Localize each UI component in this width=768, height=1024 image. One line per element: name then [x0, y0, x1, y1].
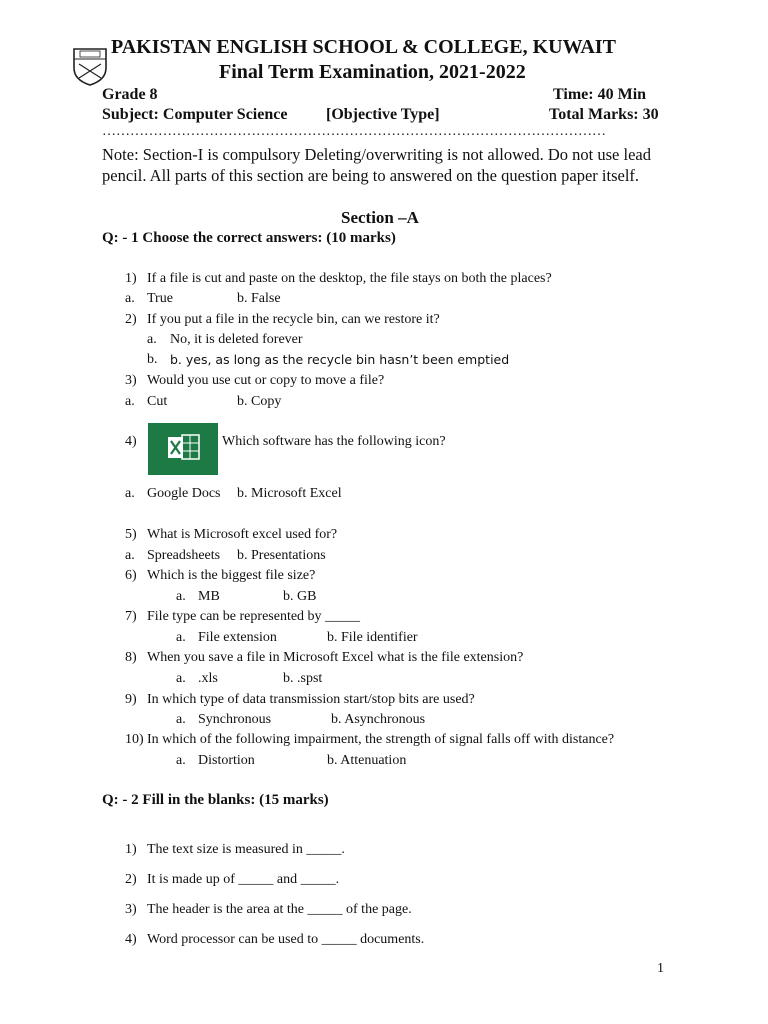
q4-num: 4): [125, 434, 137, 449]
q10-option-b: b. Attenuation: [327, 753, 407, 768]
q8-option-b: b. .spst: [283, 671, 323, 686]
q7-option-b: b. File identifier: [327, 630, 418, 645]
subject-label: Subject: Computer Science: [102, 106, 288, 123]
q1-title: Q: - 1 Choose the correct answers: (10 marks): [102, 230, 396, 246]
q3-option-b: b. Copy: [237, 394, 282, 409]
blank3-text: The header is the area at the _____ of the page.: [147, 902, 412, 917]
q1-option-a: True: [147, 291, 173, 306]
blank1-text: The text size is measured in _____.: [147, 842, 345, 857]
q9-num: 9): [125, 692, 137, 707]
q4-text: Which software has the following icon?: [222, 434, 446, 449]
q1-text: If a file is cut and paste on the desktop, the file stays on both the places?: [147, 271, 552, 286]
school-crest-icon: [72, 46, 108, 86]
q2-option-b-label: b.: [147, 352, 158, 367]
blank4-num: 4): [125, 932, 137, 947]
q7-option-a-label: a.: [176, 630, 186, 645]
q2-num: 2): [125, 312, 137, 327]
total-marks-label: Total Marks: 30: [549, 106, 659, 123]
q5-text: What is Microsoft excel used for?: [147, 527, 338, 542]
q6-num: 6): [125, 568, 137, 583]
q7-num: 7): [125, 609, 137, 624]
q4-option-a: Google Docs: [147, 486, 221, 501]
q10-text: In which of the following impairment, the strength of signal falls off with distance?: [147, 732, 615, 747]
q5-option-a: Spreadsheets: [147, 548, 221, 563]
q4-option-b: b. Microsoft Excel: [237, 486, 342, 501]
q2-text: If you put a file in the recycle bin, can we restore it?: [147, 312, 440, 327]
q6-option-a: MB: [198, 589, 220, 604]
section-title: Section –A: [341, 208, 419, 227]
grade-label: Grade 8: [102, 86, 158, 103]
q3-option-a: Cut: [147, 394, 168, 409]
microsoft-excel-icon: [148, 423, 218, 475]
q8-option-a-label: a.: [176, 671, 186, 686]
q8-num: 8): [125, 650, 137, 665]
q2-option-a-label: a.: [147, 332, 157, 347]
q1-option-b: b. False: [237, 291, 281, 306]
blank2-num: 2): [125, 872, 137, 887]
q9-option-a-label: a.: [176, 712, 186, 727]
q5-num: 5): [125, 527, 137, 542]
q5-option-b: b. Presentations: [237, 548, 326, 563]
blank4-text: Word processor can be used to _____ documents.: [147, 932, 425, 947]
q3-text: Would you use cut or copy to move a file?: [147, 373, 385, 388]
q10-option-a: Distortion: [198, 753, 255, 768]
school-title: PAKISTAN ENGLISH SCHOOL & COLLEGE, KUWAIT: [111, 36, 616, 58]
q1-option-a-label: a.: [125, 291, 135, 306]
q7-option-a: File extension: [198, 630, 277, 645]
q10-option-a-label: a.: [176, 753, 186, 768]
q8-text: When you save a file in Microsoft Excel what is the file extension?: [147, 650, 524, 665]
q8-option-a: .xls: [198, 671, 218, 686]
q1-num: 1): [125, 271, 137, 286]
blank3-num: 3): [125, 902, 137, 917]
q6-text: Which is the biggest file size?: [147, 568, 316, 583]
q7-text: File type can be represented by _____: [147, 609, 361, 624]
note-text: Note: Section-I is compulsory Deleting/overwriting is not allowed. Do not use lead pencil. All parts of this section are being to answered on the question paper itself.: [102, 145, 651, 185]
q3-num: 3): [125, 373, 137, 388]
exam-title: Final Term Examination, 2021-2022: [219, 61, 526, 83]
q2-title: Q: - 2 Fill in the blanks: (15 marks): [102, 792, 329, 808]
q10-num: 10): [125, 732, 144, 747]
dotted-separator: ………………………………………………………………………………………………: [102, 124, 606, 139]
q3-option-a-label: a.: [125, 394, 135, 409]
q5-option-a-label: a.: [125, 548, 135, 563]
page-number: 1: [657, 961, 664, 976]
q6-option-a-label: a.: [176, 589, 186, 604]
blank2-text: It is made up of _____ and _____.: [147, 872, 340, 887]
q4-option-a-label: a.: [125, 486, 135, 501]
q2-option-a: No, it is deleted forever: [170, 332, 303, 347]
q9-text: In which type of data transmission start/stop bits are used?: [147, 692, 475, 707]
blank1-num: 1): [125, 842, 137, 857]
q6-option-b: b. GB: [283, 589, 317, 604]
q9-option-b: b. Asynchronous: [331, 712, 426, 727]
time-label: Time: 40 Min: [553, 86, 647, 103]
q9-option-a: Synchronous: [198, 712, 272, 727]
q2-option-b: b. yes, as long as the recycle bin hasn’t been emptied: [170, 352, 510, 367]
type-label: [Objective Type]: [326, 106, 440, 123]
